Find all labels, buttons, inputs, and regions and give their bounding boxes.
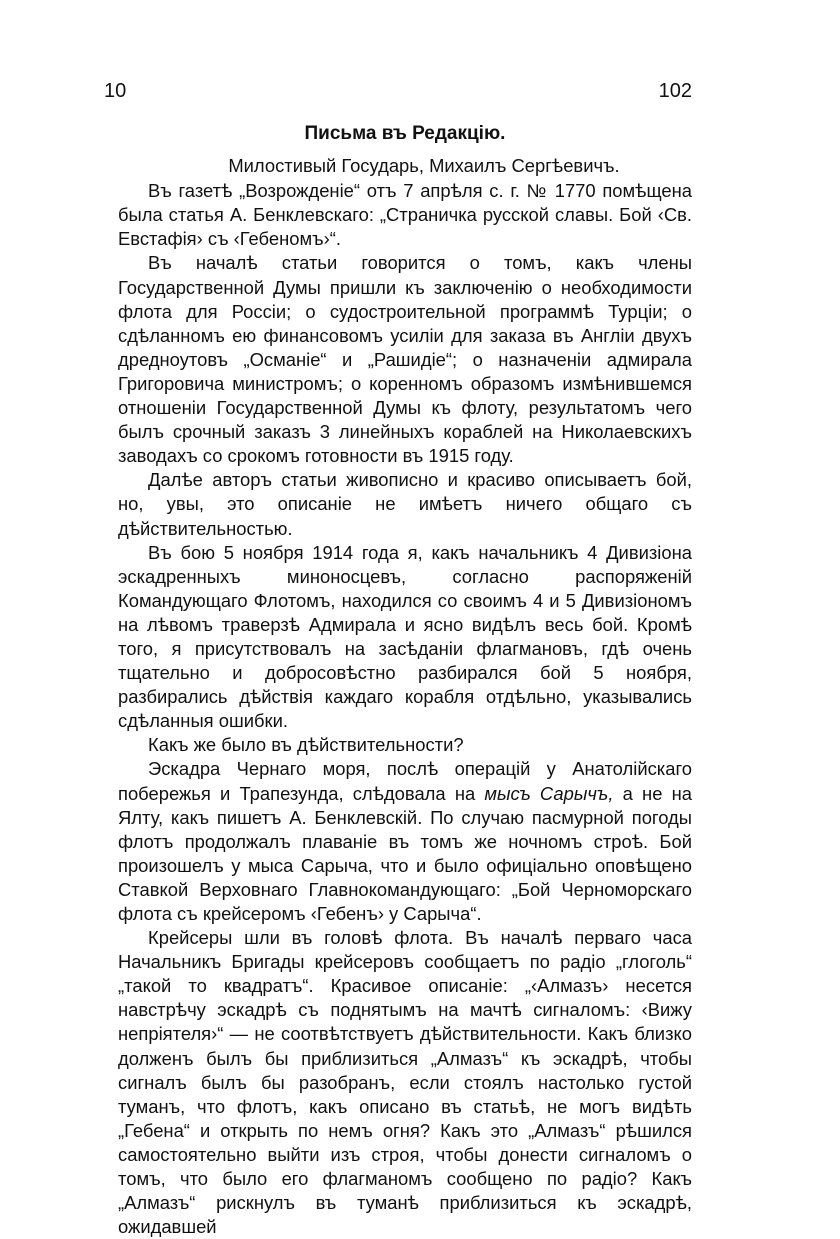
letter-salutation: Милостивый Государь, Михаилъ Сергѣевичъ. — [228, 155, 620, 177]
letter-body — [118, 122, 692, 1239]
page-number-right: 102 — [658, 80, 692, 102]
page-header — [104, 80, 692, 108]
paragraph-3: Далѣе авторъ статьи живописно и красиво описываетъ бой, но, увы, это описаніе не имѣетъ ничего общаго съ дѣйствительностью. — [118, 469, 692, 539]
letter-title: Письма въ Редакцію. — [304, 123, 506, 144]
paragraph-4: Въ бою 5 ноября 1914 года я, какъ начальникъ 4 Дивизіона эскадренныхъ миноносцевъ, согласно распоряженій Командующаго Флотомъ, находился со своимъ 4 и 5 Дивизіономъ на лѣвомъ траверзѣ Адмирала и ясно видѣлъ весь бой. Кромѣ того, я присутствовалъ на засѣданіи флагмановъ, гдѣ очень тщательно и добросовѣстно разбирался бой 5 ноября, разбирались дѣйствія каждаго корабля отдѣльно, указывались сдѣланныя ошибки. — [118, 541, 692, 732]
page-number-left: 10 — [104, 80, 127, 102]
paragraph-7: Крейсеры шли въ головѣ флота. Въ началѣ перваго часа Начальникъ Бригады крейсеровъ сообщаетъ по радіо „глоголь“ „такой то квадратъ“. Красивое описаніе: „‹Алмазъ› несется навстрѣчу эскадрѣ съ поднятымъ на мачтѣ сигналомъ: ‹Вижу непріятеля›“ — не соотвѣтствуетъ дѣйствительности. Какъ близко долженъ былъ бы приблизиться „Алмазъ“ къ эскадрѣ, чтобы сигналъ былъ бы разобранъ, если стоялъ настолько густой туманъ, что флотъ, какъ описано въ статьѣ, не могъ видѣть „Гебена“ и открыть по немъ огня? Какъ это „Алмазъ“ рѣшился самостоятельно выйти изъ строя, чтобы донести сигналомъ о томъ, что было его флагманомъ сообщено по радіо? Какъ „Алмазъ“ рискнулъ въ туманѣ приблизиться къ эскадрѣ, ожидавшей — [118, 927, 692, 1238]
paragraph-1: Въ газетѣ „Возрожденіе“ отъ 7 апрѣля с. г. № 1770 помѣщена была статья А. Бенклевскаго: „Страничка русской славы. Бой ‹Св. Евстафія› съ ‹Гебеномъ›“. — [118, 180, 692, 250]
paragraph-6 — [118, 757, 692, 926]
paragraph-6-emphasis: мысъ Сарычъ, — [484, 782, 614, 804]
paragraph-6-end: а не на Ялту, какъ пишетъ А. Бенклевскій. По случаю пасмурной погоды флотъ продолжалъ плаваніе въ томъ же ночномъ строѣ. Бой произошелъ у мыса Сарыча, что и было офиціально оповѣщено Ставкой Верховнаго Главнокомандующаго: „Бой Черноморскаго флота съ крейсеромъ ‹Гебенъ› у Сарыча“. — [118, 782, 692, 924]
paragraph-5: Какъ же было въ дѣйствительности? — [148, 734, 464, 756]
paragraph-2: Въ началѣ статьи говорится о томъ, какъ члены Государственной Думы пришли къ заключенію о необходимости флота для Россіи; о судостроительной программѣ Турціи; о сдѣланномъ ею финансовомъ усиліи для заказа въ Англіи двухъ дредноутовъ „Османіе“ и „Рашидіе“; о назначеніи адмирала Григоровича министромъ; о коренномъ образомъ измѣнившемся отношеніи Государственной Думы къ флоту, результатомъ чего былъ срочный заказъ 3 линейныхъ кораблей на Николаевскихъ заводахъ со срокомъ готовности въ 1915 году. — [118, 252, 692, 467]
paragraph-6-start: Эскадра Чернаго моря, послѣ операцій у Анатолійскаго побережья и Трапезунда, слѣдовала на — [118, 758, 692, 804]
